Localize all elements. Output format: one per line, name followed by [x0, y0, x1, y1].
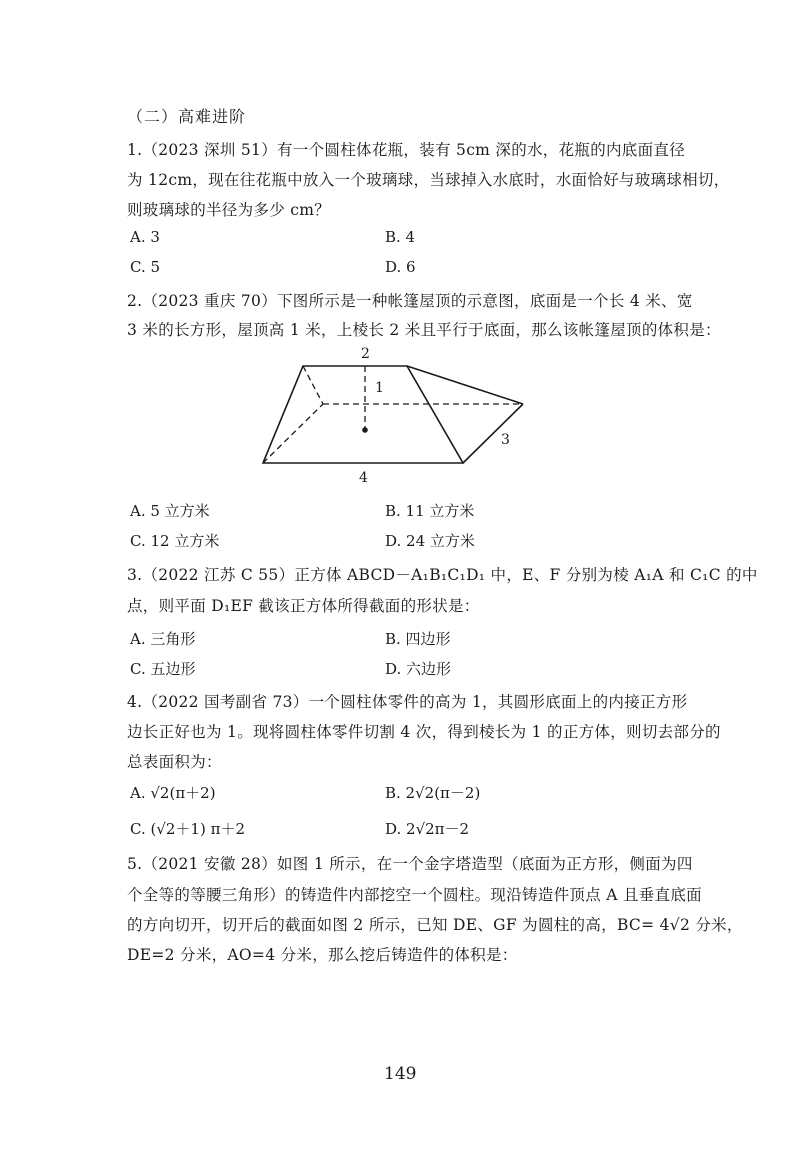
q5-line-2: 个全等的等腰三角形）的铸造件内部挖空一个圆柱。现沿铸造件顶点 A 且垂直底面 [127, 886, 702, 904]
q4-line-2: 边长正好也为 1。现将圆柱体零件切割 4 次，得到棱长为 1 的正方体，则切去部分的 [127, 723, 721, 741]
q4-line-3: 总表面积为： [127, 753, 222, 771]
q2-option-a[interactable]: A. 5 立方米 [130, 502, 210, 520]
q1-line-3: 则玻璃球的半径为多少 cm？ [127, 201, 331, 219]
q1-option-c[interactable]: C. 5 [130, 258, 161, 276]
q4-option-d[interactable]: D. 2√2π－2 [385, 820, 470, 838]
q1-option-d[interactable]: D. 6 [385, 258, 416, 276]
q3-line-2: 点，则平面 D₁EF 截该正方体所得截面的形状是： [127, 597, 480, 615]
q5-line-1: 5.（2021 安徽 28）如图 1 所示，在一个金字塔造型（底面为正方形，侧面为四 [127, 855, 693, 873]
q4-line-1: 4.（2022 国考副省 73）一个圆柱体零件的高为 1，其圆形底面上的内接正方形 [127, 693, 688, 711]
q2-option-b[interactable]: B. 11 立方米 [385, 502, 475, 520]
roof-right-edge-top [407, 366, 523, 404]
hidden-base-left [263, 404, 323, 463]
roof-front-face [263, 366, 463, 463]
q4-option-c[interactable]: C. (√2＋1) π＋2 [130, 820, 245, 838]
hidden-left-edge [303, 366, 323, 404]
q1-option-a[interactable]: A. 3 [130, 228, 160, 246]
q3-option-a[interactable]: A. 三角形 [130, 630, 196, 648]
q2-option-d[interactable]: D. 24 立方米 [385, 532, 475, 550]
q4-option-a[interactable]: A. √2(π＋2) [130, 784, 216, 802]
q3-option-d[interactable]: D. 六边形 [385, 660, 452, 678]
q1-line-2: 为 12cm，现在往花瓶中放入一个玻璃球，当球掉入水底时，水面恰好与玻璃球相切， [127, 171, 730, 189]
q4-option-b[interactable]: B. 2√2(π－2) [385, 784, 481, 802]
q3-option-c[interactable]: C. 五边形 [130, 660, 196, 678]
q5-line-4: DE=2 分米，AO=4 分米，那么挖后铸造件的体积是： [127, 946, 518, 964]
label-top: 2 [361, 346, 370, 362]
label-side: 3 [501, 432, 510, 448]
page-number: 149 [384, 1064, 417, 1084]
tent-roof-diagram [255, 340, 555, 490]
q1-line-1: 1.（2023 深圳 51）有一个圆柱体花瓶，装有 5cm 深的水，花瓶的内底面直径 [127, 141, 686, 159]
q2-line-2: 3 米的长方形，屋顶高 1 米，上棱长 2 米且平行于底面，那么该帐篷屋顶的体积是： [127, 321, 721, 339]
q3-option-b[interactable]: B. 四边形 [385, 630, 451, 648]
label-height: 1 [375, 380, 384, 396]
q3-line-1: 3.（2022 江苏 C 55）正方体 ABCD－A₁B₁C₁D₁ 中，E、F 分别为棱 A₁A 和 C₁C 的中 [127, 566, 758, 584]
roof-right-edge-bottom [463, 404, 523, 463]
q5-line-3: 的方向切开，切开后的截面如图 2 所示，已知 DE、GF 为圆柱的高，BC= 4√2 分米， [127, 916, 743, 934]
q2-line-1: 2.（2023 重庆 70）下图所示是一种帐篷屋顶的示意图，底面是一个长 4 米、宽 [127, 292, 693, 310]
q1-option-b[interactable]: B. 4 [385, 228, 416, 246]
center-point [362, 427, 368, 433]
section-heading: （二）高难进阶 [127, 107, 247, 126]
q2-option-c[interactable]: C. 12 立方米 [130, 532, 220, 550]
label-bottom: 4 [359, 470, 368, 486]
